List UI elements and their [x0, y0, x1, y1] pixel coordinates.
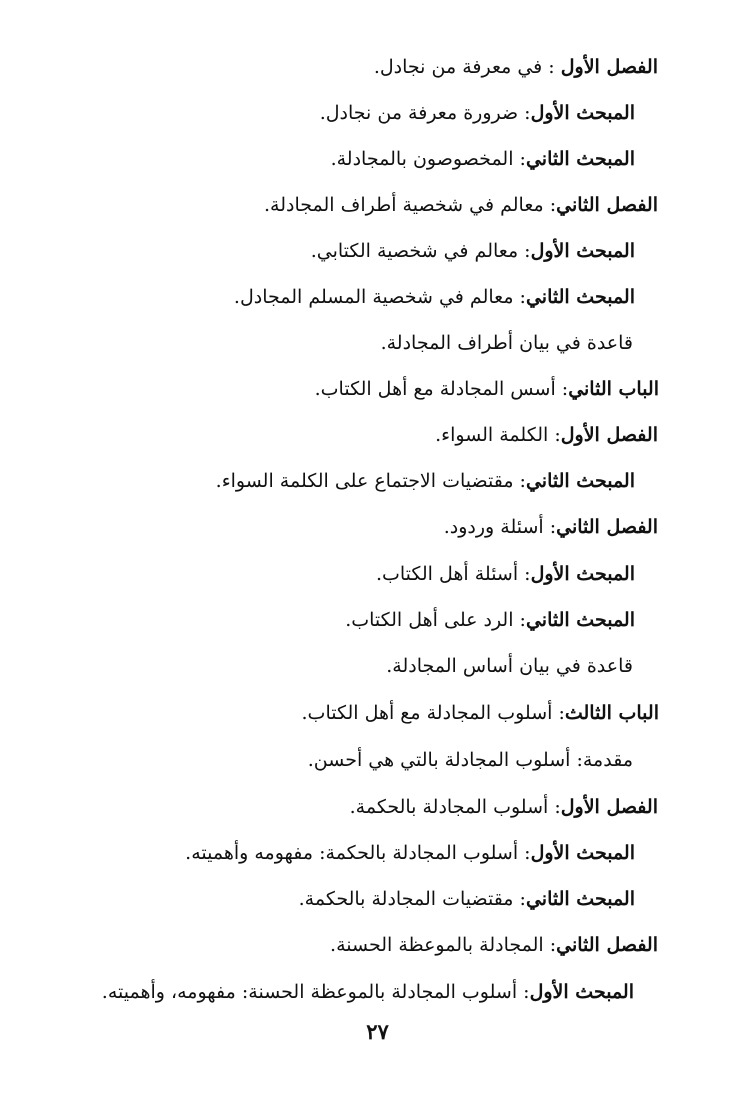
- line-text: أسئلة وردود.: [443, 516, 544, 538]
- toc-line-part: [302, 698, 659, 728]
- toc-line-section: [234, 282, 635, 312]
- line-separator: :: [513, 609, 526, 631]
- toc-line-section: [311, 236, 635, 266]
- line-label: الفصل الثاني: [556, 516, 658, 538]
- line-separator: :: [518, 102, 531, 124]
- line-separator: :: [513, 470, 526, 492]
- toc-line-part: [315, 374, 659, 404]
- line-label: الباب الثاني: [568, 378, 659, 400]
- line-text: أسلوب المجادلة بالحكمة: مفهومه وأهميته.: [185, 842, 519, 864]
- line-text: أسس المجادلة مع أهل الكتاب.: [314, 378, 556, 400]
- line-label: المبحث الأول: [529, 981, 634, 1003]
- line-label: المبحث الثاني: [525, 888, 635, 910]
- toc-line-chapter: [350, 792, 658, 822]
- toc-line-section: [376, 559, 635, 589]
- line-label: المبحث الأول: [530, 102, 635, 124]
- line-text: الكلمة السواء.: [435, 424, 549, 446]
- toc-line-section: [299, 884, 635, 914]
- line-text: أسئلة أهل الكتاب.: [375, 563, 519, 585]
- line-label: المبحث الأول: [530, 240, 635, 262]
- line-separator: :: [518, 240, 531, 262]
- line-separator: :: [513, 148, 526, 170]
- toc-line-chapter: [264, 190, 658, 220]
- line-label: الفصل الأول: [560, 424, 658, 446]
- line-text: معالم في شخصية أطراف المجادلة.: [264, 194, 544, 216]
- line-separator: :: [517, 981, 530, 1003]
- line-separator: :: [542, 56, 561, 78]
- line-label: المبحث الثاني: [525, 148, 635, 170]
- line-separator: :: [543, 516, 557, 538]
- line-label: الفصل الثاني: [556, 194, 658, 216]
- line-text: أسلوب المجادلة بالحكمة.: [349, 796, 549, 818]
- line-text: معالم في شخصية المسلم المجادل.: [233, 286, 514, 308]
- line-text: قاعدة في بيان أطراف المجادلة.: [380, 332, 633, 354]
- toc-line-rule: [386, 651, 633, 681]
- toc-line-section: [216, 466, 635, 496]
- toc-line-section: [320, 98, 635, 128]
- toc-line-chapter: [435, 420, 658, 450]
- line-text: أسلوب المجادلة بالموعظة الحسنة: مفهومه، وأهميته.: [101, 981, 518, 1003]
- line-text: ضرورة معرفة من نجادل.: [319, 102, 519, 124]
- line-label: المبحث الثاني: [525, 470, 635, 492]
- line-label: الباب الثالث: [564, 702, 659, 724]
- line-text: مقدمة: أسلوب المجادلة بالتي هي أحسن.: [307, 749, 633, 771]
- line-separator: :: [555, 378, 569, 400]
- line-text: معالم في شخصية الكتابي.: [310, 240, 519, 262]
- line-separator: :: [513, 286, 526, 308]
- line-text: مقتضيات الاجتماع على الكلمة السواء.: [215, 470, 514, 492]
- line-text: في معرفة من نجادل.: [373, 56, 543, 78]
- line-text: المخصوصون بالمجادلة.: [330, 148, 514, 170]
- line-text: الرد على أهل الكتاب.: [345, 609, 514, 631]
- toc-line-chapter: [444, 512, 658, 542]
- line-label: المبحث الثاني: [525, 609, 635, 631]
- toc-line-section: [102, 977, 634, 1007]
- line-label: الفصل الأول: [560, 796, 658, 818]
- line-text: أسلوب المجادلة مع أهل الكتاب.: [301, 702, 553, 724]
- toc-line-chapter: [330, 930, 658, 960]
- toc-line-section: [331, 144, 635, 174]
- line-separator: :: [548, 796, 561, 818]
- line-label: المبحث الثاني: [525, 286, 635, 308]
- line-text: قاعدة في بيان أساس المجادلة.: [386, 655, 633, 677]
- line-label: المبحث الأول: [530, 563, 635, 585]
- line-label: المبحث الأول: [530, 842, 635, 864]
- line-separator: :: [543, 194, 557, 216]
- page-number: ٢٧: [366, 1019, 389, 1044]
- line-label: الفصل الثاني: [556, 934, 658, 956]
- line-text: المجادلة بالموعظة الحسنة.: [330, 934, 544, 956]
- line-separator: :: [513, 888, 526, 910]
- toc-line-section: [345, 605, 635, 635]
- toc-line-section: [185, 838, 635, 868]
- line-separator: :: [548, 424, 561, 446]
- line-separator: :: [552, 702, 565, 724]
- toc-line-chapter: [374, 52, 658, 82]
- toc-line-intro: [308, 745, 633, 775]
- line-text: مقتضيات المجادلة بالحكمة.: [298, 888, 514, 910]
- line-separator: :: [518, 842, 531, 864]
- line-separator: :: [543, 934, 557, 956]
- line-label: الفصل الأول: [560, 56, 658, 78]
- line-separator: :: [518, 563, 531, 585]
- toc-line-rule: [381, 328, 633, 358]
